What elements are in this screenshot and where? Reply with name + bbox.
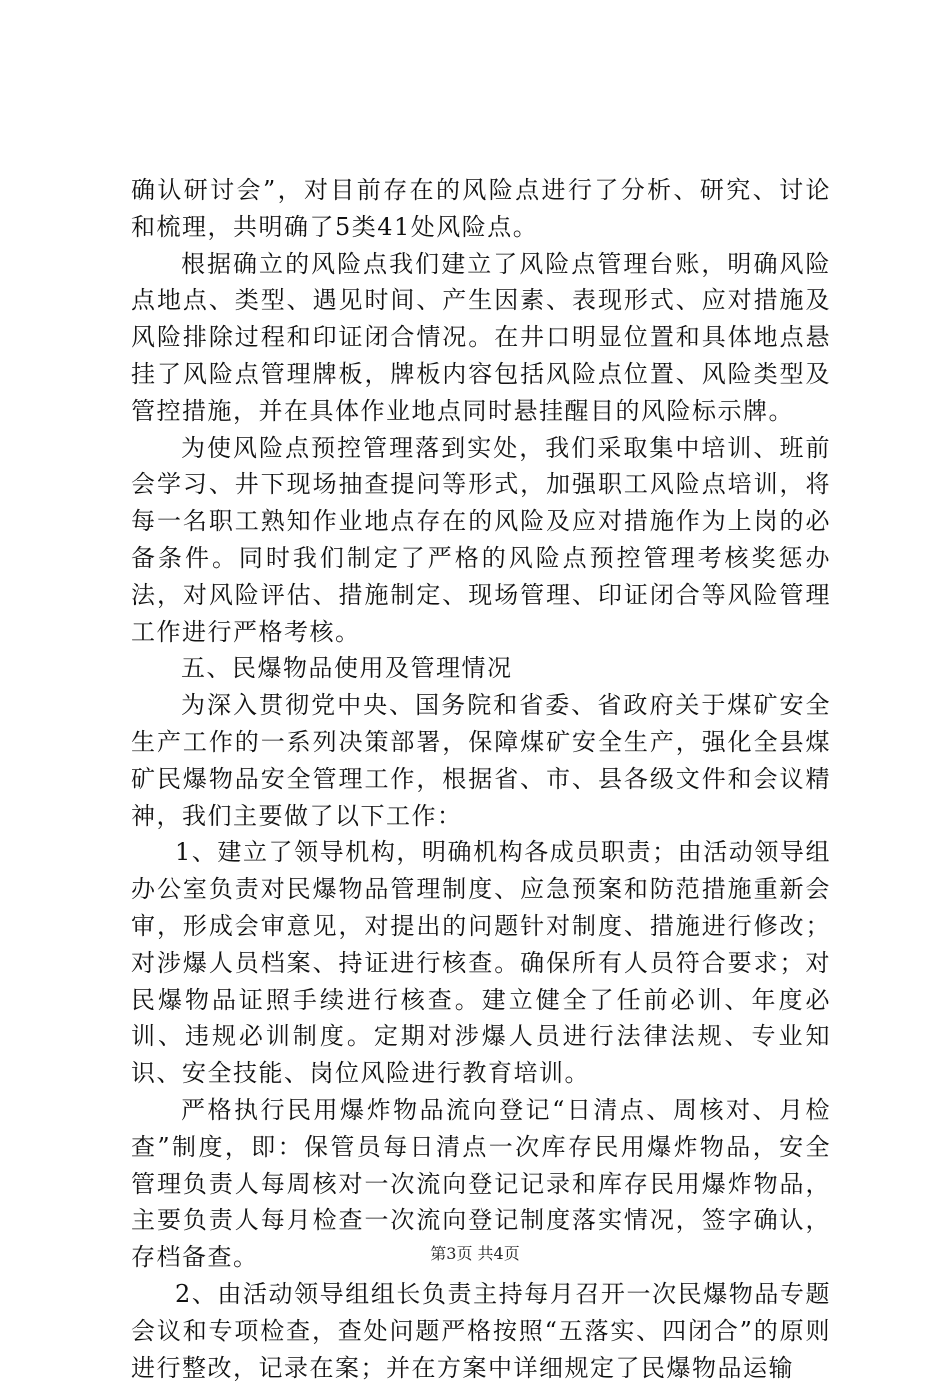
page-footer — [0, 1241, 950, 1264]
paragraph-item-1: 1、建立了领导机构，明确机构各成员职责；由活动领导组办公室负责对民爆物品管理制度、应急预案和防范措施重新会审，形成会审意见，对提出的问题针对制度、措施进行修改；对涉爆人员档案、持证进行核查。确保所有人员符合要求；对民爆物品证照手续进行核查。建立健全了任前必训、年度必训、违规必训制度。定期对涉爆人员进行法律法规、专业知识、安全技能、岗位风险进行教育培训。 — [131, 838, 831, 1088]
paragraph-risk-training: 为使风险点预控管理落到实处，我们采取集中培训、班前会学习、井下现场抽查提问等形式，加强职工风险点培训，将每一名职工熟知作业地点存在的风险及应对措施作为上岗的必备条件。同时我们制定了严格的风险点预控管理考核奖惩办法，对风险评估、措施制定、现场管理、印证闭合等风险管理工作进行严格考核。 — [131, 433, 831, 646]
paragraph-item-2: 2、由活动领导组组长负责主持每月召开一次民爆物品专题会议和专项检查，查处问题严格按照“五落实、四闭合”的原则进行整改，记录在案；并在方案中详细规定了民爆物品运输 — [131, 1279, 831, 1382]
paragraph-risk-ledger: 根据确立的风险点我们建立了风险点管理台账，明确风险点地点、类型、遇见时间、产生因素、表现形式、应对措施及风险排除过程和印证闭合情况。在井口明显位置和具体地点悬挂了风险点管理牌板，牌板内容包括风险点位置、风险类型及管控措施，并在具体作业地点同时悬挂醒目的风险标示牌。 — [131, 249, 831, 425]
paragraph-explosives-intro: 为深入贯彻党中央、国务院和省委、省政府关于煤矿安全生产工作的一系列决策部署，保障煤矿安全生产，强化全县煤矿民爆物品安全管理工作，根据省、市、县各级文件和会议精神，我们主要做了以下工作： — [131, 691, 831, 830]
paragraph-continuation: 确认研讨会”，对目前存在的风险点进行了分析、研究、讨论和梳理，共明确了5类41处风险点。 — [131, 176, 831, 241]
paragraph-registration-system: 严格执行民用爆炸物品流向登记“日清点、周核对、月检查”制度，即：保管员每日清点一次库存民用爆炸物品，安全管理负责人每周核对一次流向登记记录和库存民用爆炸物品，主要负责人每月检查一次流向登记制度落实情况，签字确认，存档备查。 — [131, 1095, 831, 1272]
document-body — [131, 172, 831, 1386]
section-heading-explosives: 五、民爆物品使用及管理情况 — [181, 654, 513, 683]
page-number: 第3页 共4页 — [430, 1244, 520, 1263]
